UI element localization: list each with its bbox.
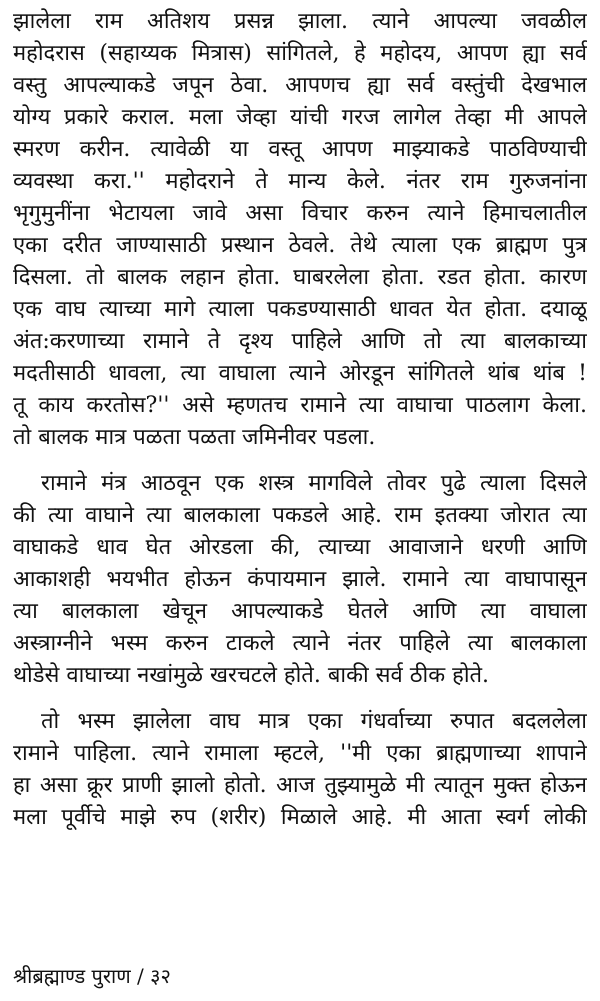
- text-line: आकाशही भयभीत होऊन कंपायमान झाले. रामाने त्या वाघापासून: [13, 567, 587, 592]
- text-line: एका दरीत जाण्यासाठी प्रस्थान ठेवले. तेथे त्याला एक ब्राह्मण पुत्र: [13, 233, 587, 258]
- text-line: योग्य प्रकारे कराल. मला जेव्हा यांची गरज लागेल तेव्हा मी आपले: [13, 105, 587, 130]
- text-line: महोदरास (सहाय्यक मित्रास) सांगितले, हे महोदय, आपण ह्या सर्व: [13, 41, 587, 66]
- text-line: थोडेसे वाघाच्या नखांमुळे खरचटले होते. बाकी सर्व ठीक होते.: [13, 663, 490, 688]
- text-line: त्या बालकाला खेचून आपल्याकडे घेतले आणि त्या वाघाला: [13, 599, 587, 624]
- text-line: रामाने मंत्र आठवून एक शस्त्र मागविले तोवर पुढे त्याला दिसले: [41, 471, 587, 496]
- text-line: स्मरण करीन. त्यावेळी या वस्तू आपण माझ्याकडे पाठविण्याची: [13, 137, 587, 162]
- paragraph-1: [13, 6, 587, 454]
- text-line: अस्त्राग्नीने भस्म करुन टाकले त्याने नंतर पाहिले त्या बालकाला: [13, 631, 587, 656]
- text-line: मदतीसाठी धावला, त्या वाघाला त्याने ओरडून सांगितले थांब थांब !: [13, 361, 587, 386]
- text-line: तू काय करतोस?'' असे म्हणतच रामाने त्या वाघाचा पाठलाग केला.: [13, 393, 587, 418]
- text-line: झालेला राम अतिशय प्रसन्न झाला. त्याने आपल्या जवळील: [13, 9, 587, 34]
- text-line: तो भस्म झालेला वाघ मात्र एका गंधर्वाच्या रुपात बदललेला: [41, 709, 587, 734]
- text-line: हा असा क्रूर प्राणी झालो होतो. आज तुझ्यामुळे मी त्यातून मुक्त होऊन: [13, 773, 587, 798]
- text-line: रामाने पाहिला. त्याने रामाला म्हटले, ''मी एका ब्राह्मणाच्या शापाने: [13, 741, 587, 766]
- paragraph-2: [13, 468, 587, 692]
- text-line: भृगुमुनींना भेटायला जावे असा विचार करुन त्याने हिमाचलातील: [13, 201, 587, 226]
- text-line: एक वाघ त्याच्या मागे त्याला पकडण्यासाठी धावत येत होता. दयाळू: [13, 297, 587, 322]
- text-line: व्यवस्था करा.'' महोदराने ते मान्य केले. नंतर राम गुरुजनांना: [13, 169, 587, 194]
- text-line: तो बालक मात्र पळता पळता जमिनीवर पडला.: [13, 425, 376, 450]
- text-line: वाघाकडे धाव घेत ओरडला की, त्याच्या आवाजाने धरणी आणि: [13, 535, 587, 560]
- text-line: अंत:करणाच्या रामाने ते दृश्य पाहिले आणि तो त्या बालकाच्या: [13, 329, 587, 354]
- text-line: की त्या वाघाने त्या बालकाला पकडले आहे. राम इतक्या जोरात त्या: [13, 503, 587, 528]
- text-line: मला पूर्वीचे माझे रुप (शरीर) मिळाले आहे. मी आता स्वर्ग लोकी: [13, 805, 587, 830]
- running-footer: श्रीब्रह्माण्ड पुराण / ३२: [13, 964, 171, 988]
- text-line: दिसला. तो बालक लहान होता. घाबरलेला होता. रडत होता. कारण: [13, 265, 587, 290]
- paragraph-3: [13, 706, 587, 834]
- text-line: वस्तु आपल्याकडे जपून ठेवा. आपणच ह्या सर्व वस्तुंची देखभाल: [13, 73, 587, 98]
